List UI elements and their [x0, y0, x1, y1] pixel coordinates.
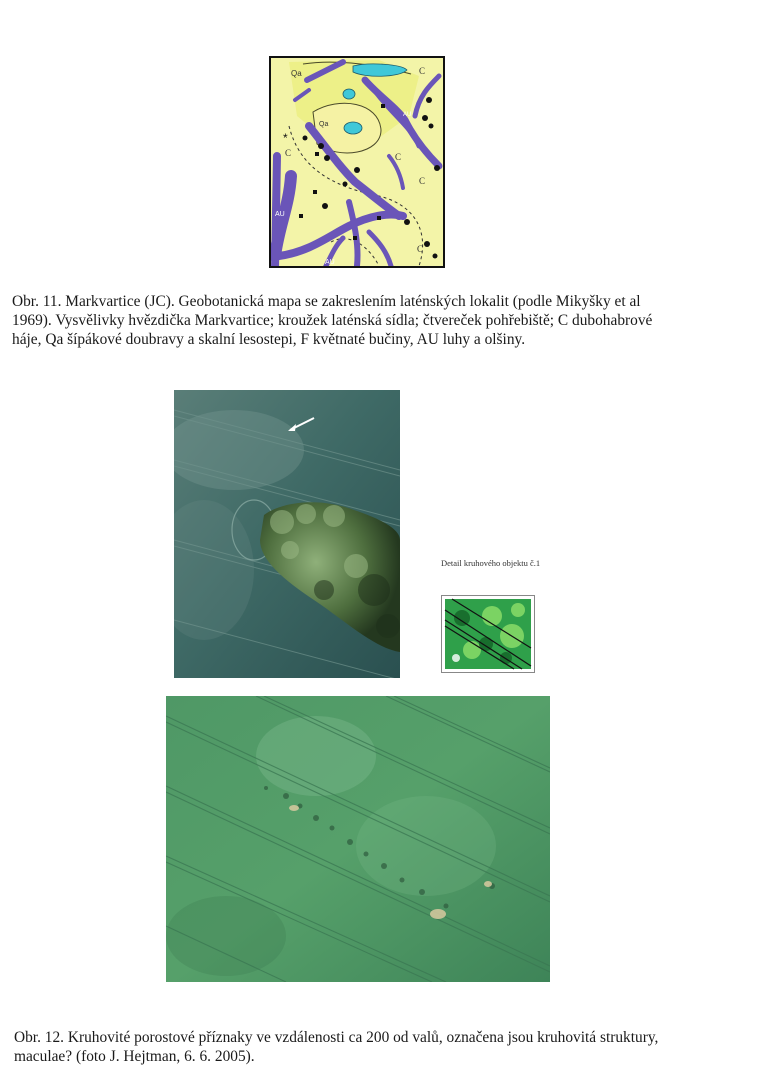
map-label-qa-mid: Qa	[319, 121, 329, 128]
aerial-photo-field	[166, 696, 550, 982]
geobotanical-map	[269, 56, 445, 268]
map-graphic	[269, 56, 445, 268]
detail-inset-photo	[441, 595, 535, 673]
caption-line: maculae? (foto J. Hejtman, 6. 6. 2005).	[14, 1048, 255, 1065]
map-label-au-bottom: AU	[325, 259, 335, 266]
map-label-c-bottom: C	[417, 244, 424, 254]
detail-inset-graphic	[442, 596, 534, 672]
map-label-au-left: AU	[275, 211, 285, 218]
map-label-qa-top: Qa	[291, 69, 302, 78]
aerial-photo-forest-graphic	[174, 390, 400, 678]
aerial-photo-field-graphic	[166, 696, 550, 982]
map-label-c-top: C	[419, 66, 426, 76]
figure-11-caption	[12, 292, 752, 349]
map-label-c-left: C	[285, 148, 292, 158]
detail-label: Detail kruhového objektu č.1	[441, 558, 541, 568]
figure-12-caption	[14, 1028, 754, 1066]
map-label-au-right: AU	[403, 112, 412, 118]
caption-line: háje, Qa šípákové doubravy a skalní lesostepi, F květnaté bučiny, AU luhy a olšiny.	[12, 331, 526, 348]
caption-line: 1969). Vysvělivky hvězdička Markvartice; kroužek laténská sídla; čtvereček pohřebiště; C dubohabrové	[12, 312, 653, 329]
map-label-star: *	[283, 131, 288, 145]
map-label-c-middle: C	[395, 152, 402, 162]
aerial-photo-forest	[174, 390, 400, 678]
caption-line: Obr. 11. Markvartice (JC). Geobotanická mapa se zakreslením laténských lokalit (podle Mikyšky et al	[12, 293, 641, 310]
caption-line: Obr. 12. Kruhovité porostové příznaky ve vzdálenosti ca 200 od valů, označena jsou kruhovitá struktury,	[14, 1029, 659, 1046]
map-label-c-right: C	[419, 176, 426, 186]
